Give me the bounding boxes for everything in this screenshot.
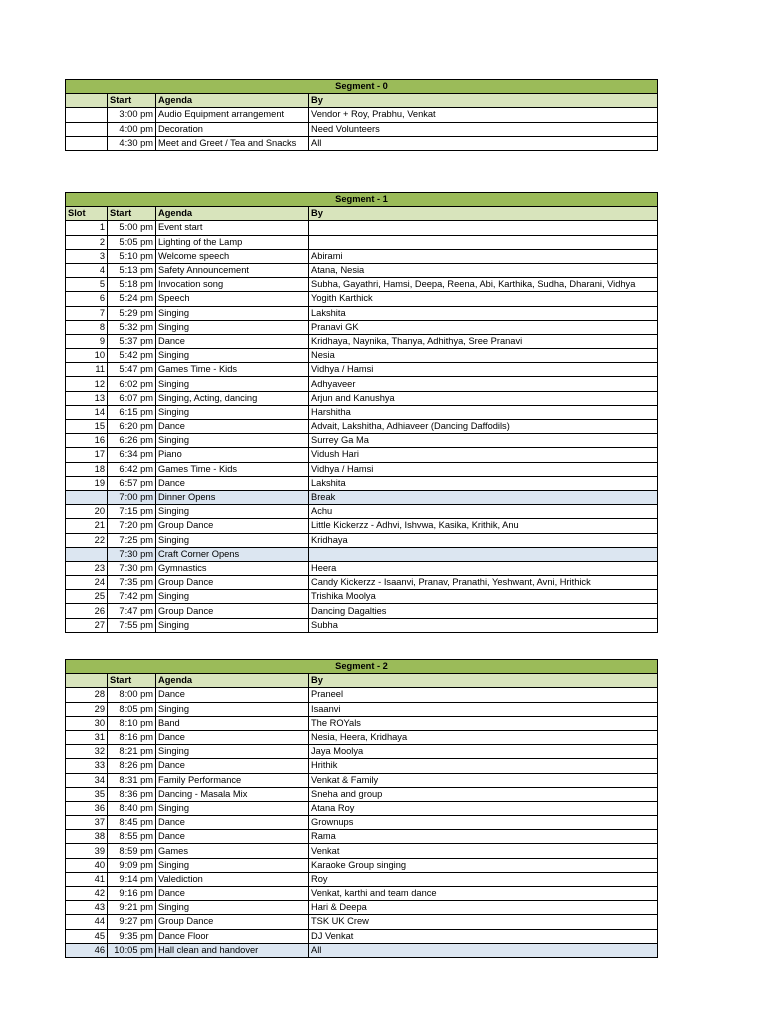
table-row [66,292,658,306]
start-cell: 8:16 pm [108,730,156,744]
slot-cell: 46 [66,943,108,957]
agenda-cell: Singing [156,306,309,320]
by-cell: Atana Roy [309,801,658,815]
agenda-cell: Safety Announcement [156,263,309,277]
agenda-cell: Piano [156,448,309,462]
agenda-cell: Singing [156,377,309,391]
agenda-cell: Family Performance [156,773,309,787]
agenda-cell: Games [156,844,309,858]
agenda-cell: Singing [156,349,309,363]
by-cell: DJ Venkat [309,929,658,943]
start-cell: 5:47 pm [108,363,156,377]
slot-cell: 35 [66,787,108,801]
slot-cell [66,490,108,504]
header-row [66,674,658,688]
agenda-cell: Dance [156,476,309,490]
by-cell: Vidhya / Hamsi [309,363,658,377]
table-row [66,108,658,122]
header-row [66,207,658,221]
slot-cell: 26 [66,604,108,618]
start-cell: 7:25 pm [108,533,156,547]
agenda-cell: Speech [156,292,309,306]
start-cell: 6:34 pm [108,448,156,462]
segment-title: Segment - 0 [66,80,658,94]
agenda-cell: Dance [156,730,309,744]
slot-cell: 41 [66,872,108,886]
agenda-cell: Decoration [156,122,309,136]
by-cell: Subha, Gayathri, Hamsi, Deepa, Reena, Abi, Karthika, Sudha, Dharani, Vidhya [309,278,658,292]
slot-cell: 38 [66,830,108,844]
by-cell: Venkat [309,844,658,858]
header-start: Start [108,674,156,688]
agenda-cell: Dinner Opens [156,490,309,504]
by-cell: Grownups [309,816,658,830]
slot-cell: 1 [66,221,108,235]
start-cell: 8:40 pm [108,801,156,815]
table-row [66,872,658,886]
by-cell: Karaoke Group singing [309,858,658,872]
start-cell: 7:00 pm [108,490,156,504]
by-cell: Nesia [309,349,658,363]
table-row [66,263,658,277]
table-row [66,773,658,787]
table-row [66,533,658,547]
start-cell: 8:26 pm [108,759,156,773]
table-row [66,561,658,575]
by-cell: Kridhaya, Naynika, Thanya, Adhithya, Sree Pranavi [309,334,658,348]
by-cell: Isaanvi [309,702,658,716]
by-cell: Hari & Deepa [309,901,658,915]
start-cell: 5:18 pm [108,278,156,292]
slot-cell: 6 [66,292,108,306]
segment-title-row [66,193,658,207]
by-cell: Achu [309,505,658,519]
slot-cell: 25 [66,590,108,604]
start-cell: 9:21 pm [108,901,156,915]
start-cell: 5:00 pm [108,221,156,235]
table-row [66,278,658,292]
slot-cell: 39 [66,844,108,858]
slot-cell: 8 [66,320,108,334]
by-cell: Vidush Hari [309,448,658,462]
table-row [66,943,658,957]
agenda-cell: Dance [156,830,309,844]
slot-cell: 18 [66,462,108,476]
slot-cell: 15 [66,420,108,434]
table-row [66,221,658,235]
start-cell: 4:30 pm [108,136,156,150]
slot-cell: 9 [66,334,108,348]
start-cell: 8:31 pm [108,773,156,787]
by-cell: Yogith Karthick [309,292,658,306]
slot-cell: 40 [66,858,108,872]
table-row [66,702,658,716]
table-row [66,858,658,872]
table-row [66,915,658,929]
slot-cell: 10 [66,349,108,363]
table-row [66,334,658,348]
slot-cell: 22 [66,533,108,547]
slot-cell: 12 [66,377,108,391]
start-cell: 8:59 pm [108,844,156,858]
header-slot: Slot [66,207,108,221]
agenda-cell: Singing [156,533,309,547]
slot-cell: 33 [66,759,108,773]
slot-cell: 43 [66,901,108,915]
by-cell: Jaya Moolya [309,745,658,759]
by-cell: Little Kickerzz - Adhvi, Ishvwa, Kasika, Krithik, Anu [309,519,658,533]
agenda-cell: Singing [156,801,309,815]
table-row [66,420,658,434]
agenda-cell: Singing [156,505,309,519]
start-cell: 9:16 pm [108,887,156,901]
by-cell: Vidhya / Hamsi [309,462,658,476]
start-cell: 5:42 pm [108,349,156,363]
slot-cell: 34 [66,773,108,787]
table-row [66,136,658,150]
agenda-cell: Dance [156,887,309,901]
slot-cell: 3 [66,249,108,263]
start-cell: 8:21 pm [108,745,156,759]
by-cell: Nesia, Heera, Kridhaya [309,730,658,744]
by-cell: Advait, Lakshitha, Adhiaveer (Dancing Daffodils) [309,420,658,434]
header-slot [66,94,108,108]
table-row [66,688,658,702]
agenda-cell: Dance [156,759,309,773]
start-cell: 4:00 pm [108,122,156,136]
agenda-cell: Singing [156,618,309,632]
agenda-cell: Singing [156,901,309,915]
by-cell: Abirami [309,249,658,263]
by-cell [309,235,658,249]
table-row [66,590,658,604]
by-cell: Subha [309,618,658,632]
agenda-cell: Gymnastics [156,561,309,575]
table-row [66,830,658,844]
agenda-cell: Dance [156,816,309,830]
by-cell: Hrithik [309,759,658,773]
start-cell: 8:45 pm [108,816,156,830]
table-row [66,816,658,830]
by-cell: Arjun and Kanushya [309,391,658,405]
slot-cell [66,547,108,561]
start-cell: 9:09 pm [108,858,156,872]
agenda-cell: Band [156,716,309,730]
header-by: By [309,207,658,221]
by-cell: Atana, Nesia [309,263,658,277]
slot-cell: 27 [66,618,108,632]
segment-title: Segment - 1 [66,193,658,207]
table-row [66,929,658,943]
start-cell: 5:13 pm [108,263,156,277]
start-cell: 8:36 pm [108,787,156,801]
by-cell: Venkat & Family [309,773,658,787]
agenda-cell: Dancing - Masala Mix [156,787,309,801]
by-cell: Dancing Dagalties [309,604,658,618]
start-cell: 6:02 pm [108,377,156,391]
slot-cell: 13 [66,391,108,405]
slot-cell: 11 [66,363,108,377]
table-row [66,759,658,773]
slot-cell: 14 [66,405,108,419]
by-cell: Sneha and group [309,787,658,801]
slot-cell: 24 [66,576,108,590]
table-row [66,787,658,801]
agenda-cell: Dance Floor [156,929,309,943]
start-cell: 7:42 pm [108,590,156,604]
by-cell: Harshitha [309,405,658,419]
slot-cell: 2 [66,235,108,249]
agenda-cell: Valediction [156,872,309,886]
by-cell: Lakshita [309,476,658,490]
agenda-cell: Singing [156,858,309,872]
table-row [66,249,658,263]
slot-cell: 30 [66,716,108,730]
agenda-cell: Group Dance [156,519,309,533]
start-cell: 6:15 pm [108,405,156,419]
header-by: By [309,674,658,688]
header-agenda: Agenda [156,207,309,221]
table-row [66,235,658,249]
by-cell: Pranavi GK [309,320,658,334]
start-cell: 5:05 pm [108,235,156,249]
agenda-cell: Singing [156,702,309,716]
start-cell: 8:10 pm [108,716,156,730]
start-cell: 7:30 pm [108,561,156,575]
agenda-cell: Singing [156,320,309,334]
by-cell: Adhyaveer [309,377,658,391]
slot-cell: 31 [66,730,108,744]
start-cell: 6:57 pm [108,476,156,490]
by-cell: Rama [309,830,658,844]
start-cell: 6:42 pm [108,462,156,476]
table-row [66,505,658,519]
table-row [66,844,658,858]
agenda-cell: Audio Equipment arrangement [156,108,309,122]
table-row [66,320,658,334]
by-cell: Roy [309,872,658,886]
agenda-cell: Dance [156,688,309,702]
table-row [66,618,658,632]
by-cell: Break [309,490,658,504]
by-cell: Kridhaya [309,533,658,547]
by-cell: Heera [309,561,658,575]
slot-cell: 37 [66,816,108,830]
table-row [66,745,658,759]
slot-cell [66,136,108,150]
start-cell: 5:32 pm [108,320,156,334]
header-by: By [309,94,658,108]
agenda-cell: Dance [156,420,309,434]
agenda-cell: Singing [156,590,309,604]
start-cell: 7:15 pm [108,505,156,519]
by-cell: Lakshita [309,306,658,320]
by-cell: The ROYals [309,716,658,730]
segment-title-row [66,660,658,674]
by-cell: All [309,943,658,957]
by-cell: Trishika Moolya [309,590,658,604]
table-row [66,519,658,533]
agenda-cell: Meet and Greet / Tea and Snacks [156,136,309,150]
agenda-cell: Singing, Acting, dancing [156,391,309,405]
agenda-cell: Games Time - Kids [156,462,309,476]
table-row [66,448,658,462]
by-cell [309,221,658,235]
agenda-cell: Invocation song [156,278,309,292]
by-cell: Venkat, karthi and team dance [309,887,658,901]
slot-cell: 19 [66,476,108,490]
header-start: Start [108,94,156,108]
agenda-cell: Craft Corner Opens [156,547,309,561]
agenda-cell: Welcome speech [156,249,309,263]
by-cell: Candy Kickerzz - Isaanvi, Pranav, Pranathi, Yeshwant, Avni, Hrithick [309,576,658,590]
table-row [66,730,658,744]
agenda-cell: Group Dance [156,604,309,618]
by-cell: TSK UK Crew [309,915,658,929]
table-row [66,604,658,618]
agenda-cell: Event start [156,221,309,235]
header-agenda: Agenda [156,94,309,108]
slot-cell: 28 [66,688,108,702]
agenda-cell: Singing [156,434,309,448]
agenda-cell: Dance [156,334,309,348]
agenda-cell: Singing [156,745,309,759]
table-row [66,476,658,490]
start-cell: 3:00 pm [108,108,156,122]
slot-cell: 21 [66,519,108,533]
slot-cell: 45 [66,929,108,943]
segment-title: Segment - 2 [66,660,658,674]
table-row [66,122,658,136]
slot-cell [66,108,108,122]
agenda-cell: Hall clean and handover [156,943,309,957]
slot-cell: 23 [66,561,108,575]
table-row [66,391,658,405]
table-row [66,490,658,504]
agenda-cell: Group Dance [156,576,309,590]
start-cell: 9:14 pm [108,872,156,886]
slot-cell: 32 [66,745,108,759]
table-row [66,349,658,363]
table-row [66,434,658,448]
header-agenda: Agenda [156,674,309,688]
slot-cell: 29 [66,702,108,716]
by-cell [309,547,658,561]
start-cell: 7:35 pm [108,576,156,590]
agenda-cell: Lighting of the Lamp [156,235,309,249]
table-row [66,363,658,377]
agenda-cell: Group Dance [156,915,309,929]
start-cell: 10:05 pm [108,943,156,957]
slot-cell: 20 [66,505,108,519]
start-cell: 6:20 pm [108,420,156,434]
table-row [66,405,658,419]
start-cell: 9:35 pm [108,929,156,943]
agenda-cell: Singing [156,405,309,419]
start-cell: 8:05 pm [108,702,156,716]
by-cell: Need Volunteers [309,122,658,136]
table-row [66,547,658,561]
agenda-cell: Games Time - Kids [156,363,309,377]
segment-0-table [65,79,658,151]
start-cell: 7:30 pm [108,547,156,561]
segment-2-table [65,659,658,958]
slot-cell: 4 [66,263,108,277]
slot-cell: 5 [66,278,108,292]
by-cell: Praneel [309,688,658,702]
start-cell: 8:00 pm [108,688,156,702]
header-start: Start [108,207,156,221]
header-slot [66,674,108,688]
start-cell: 5:24 pm [108,292,156,306]
start-cell: 7:47 pm [108,604,156,618]
header-row [66,94,658,108]
start-cell: 7:20 pm [108,519,156,533]
start-cell: 6:26 pm [108,434,156,448]
slot-cell: 44 [66,915,108,929]
by-cell: Surrey Ga Ma [309,434,658,448]
slot-cell: 7 [66,306,108,320]
segment-1-table [65,192,658,633]
start-cell: 8:55 pm [108,830,156,844]
start-cell: 5:37 pm [108,334,156,348]
table-row [66,801,658,815]
slot-cell: 17 [66,448,108,462]
table-row [66,377,658,391]
slot-cell: 16 [66,434,108,448]
slot-cell: 42 [66,887,108,901]
table-row [66,887,658,901]
table-row [66,576,658,590]
table-row [66,716,658,730]
start-cell: 7:55 pm [108,618,156,632]
start-cell: 6:07 pm [108,391,156,405]
table-row [66,462,658,476]
by-cell: All [309,136,658,150]
table-row [66,306,658,320]
table-row [66,901,658,915]
segment-title-row [66,80,658,94]
start-cell: 5:10 pm [108,249,156,263]
slot-cell: 36 [66,801,108,815]
start-cell: 5:29 pm [108,306,156,320]
slot-cell [66,122,108,136]
by-cell: Vendor + Roy, Prabhu, Venkat [309,108,658,122]
start-cell: 9:27 pm [108,915,156,929]
